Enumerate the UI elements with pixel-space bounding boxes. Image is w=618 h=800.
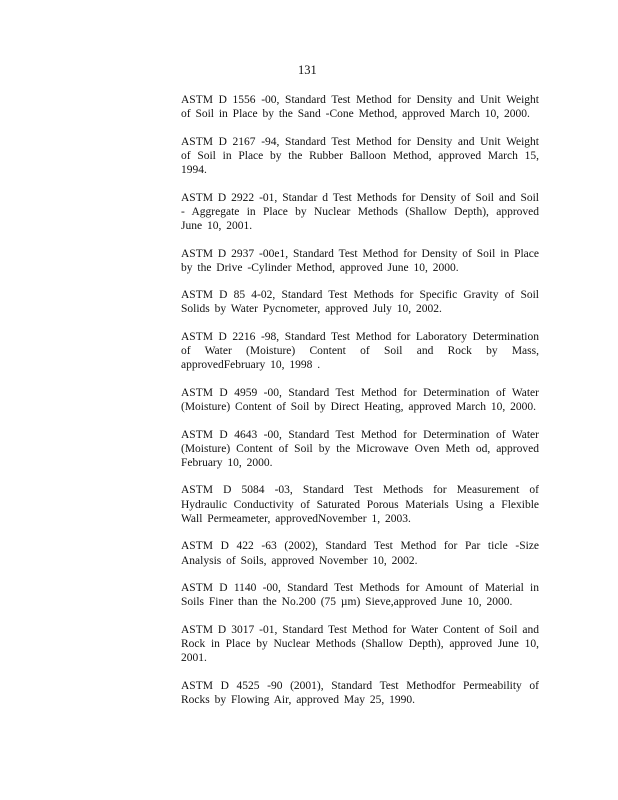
reference-entry: ASTM D 4959 -00, Standard Test Method for Determination of Water (Moisture) Content of Soil by Direct Heating, approved March 10, 2000. [181,386,539,414]
reference-entry: ASTM D 85 4-02, Standard Test Methods for Specific Gravity of Soil Solids by Water Pycnometer, approved July 10, 2002. [181,289,539,316]
reference-entry: ASTM D 3017 -01, Standard Test Method for Water Content of Soil and Rock in Place by Nuclear Methods (Shallow Depth), approved June 10, 2001. [181,623,539,665]
reference-entry: ASTM D 2216 -98, Standard Test Method for Laboratory Determination of Water (Moisture) Content of Soil and Rock by Mass, approvedFebruary 10, 1998 . [181,330,539,372]
reference-entry: ASTM D 2922 -01, Standar d Test Methods for Density of Soil and Soil - Aggregate in Place by Nuclear Methods (Shallow Depth), approved June 10, 2001. [181,191,539,233]
reference-entry: ASTM D 4643 -00, Standard Test Method for Determination of Water (Moisture) Content of Soil by the Microwave Oven Meth od, approved February 10, 2000. [181,428,539,469]
page-number: 131 [298,63,317,77]
reference-entry: ASTM D 5084 -03, Standard Test Methods for Measurement of Hydraulic Conductivity of Saturated Porous Materials Using a Flexible Wall Permeameter, approvedNovember 1, 2003. [181,484,539,525]
reference-entry: ASTM D 2937 -00e1, Standard Test Method for Density of Soil in Place by the Drive -Cylinder Method, approved June 10, 2000. [181,247,539,274]
reference-entry: ASTM D 2167 -94, Standard Test Method for Density and Unit Weight of Soil in Place by the Rubber Balloon Method, approved March 15, 1994. [181,135,539,177]
reference-entry: ASTM D 1556 -00, Standard Test Method for Density and Unit Weight of Soil in Place by the Sand -Cone Method, approved March 10, 2000. [181,94,539,121]
reference-entry: ASTM D 1140 -00, Standard Test Methods for Amount of Material in Soils Finer than the No.200 (75 µm) Sieve,approved June 10, 2000. [181,582,539,609]
reference-entry: ASTM D 422 -63 (2002), Standard Test Method for Par ticle -Size Analysis of Soils, approved November 10, 2002. [181,540,539,567]
reference-entry: ASTM D 4525 -90 (2001), Standard Test Methodfor Permeability of Rocks by Flowing Air, approved May 25, 1990. [181,679,539,706]
reference-list [181,93,539,720]
